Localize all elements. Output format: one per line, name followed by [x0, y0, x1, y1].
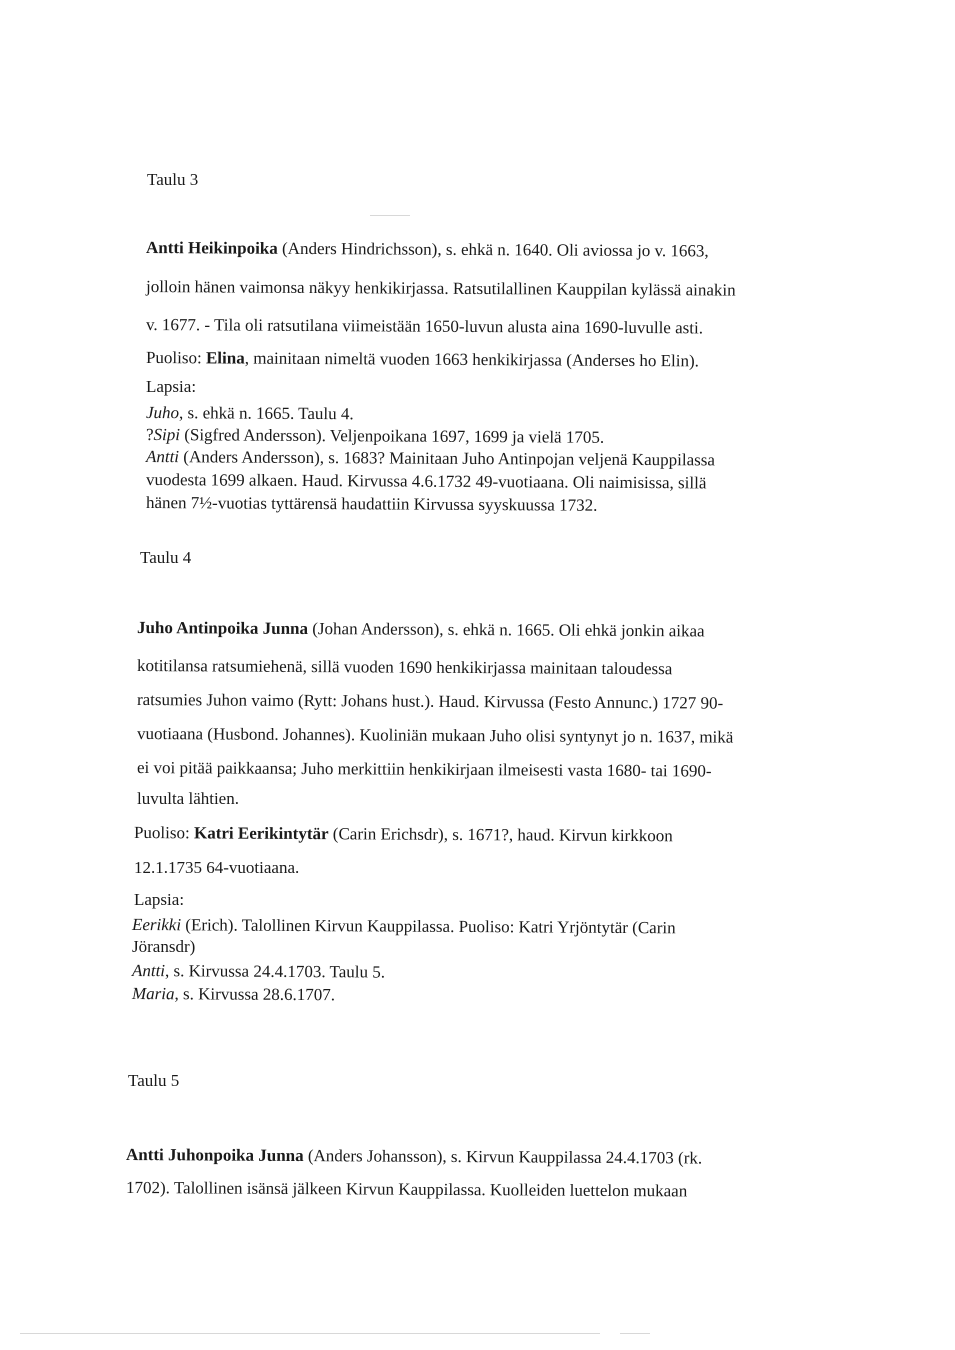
text: , s. Kirvussa 28.6.1707. — [174, 984, 336, 1005]
taulu-4-child-2 — [132, 961, 385, 983]
text: (Anders Johansson), s. Kirvun Kauppilassa 24.4.1703 (rk. — [303, 1146, 703, 1168]
taulu-5-main-line-2: 1702). Talollinen isänsä jälkeen Kirvun Kauppilassa. Kuolleiden luettelon mukaan — [125, 1178, 688, 1201]
taulu-4-spouse-line-1 — [134, 823, 673, 846]
child-name: Juho — [145, 403, 180, 423]
taulu-4-main-line-6: luvulta lähtien. — [137, 789, 239, 808]
text: (Anders Andersson), s. 1683? Mainitaan Juho Antinpojan veljenä Kauppilassa — [179, 447, 715, 470]
taulu-4-main-line-3: ratsumies Juhon vaimo (Rytt: Johans hust.). Haud. Kirvussa (Festo Annunc.) 1727 90- — [136, 690, 724, 713]
taulu-3-child-3-line-3: hänen 7½-vuotias tyttärensä haudattiin Kirvussa syyskuussa 1732. — [145, 493, 598, 515]
text: (Johan Andersson), s. ehkä n. 1665. Oli ehkä jonkin aikaa — [307, 619, 705, 641]
taulu-4-child-1-line-1 — [132, 915, 676, 938]
uncertain-marker: ? — [145, 425, 154, 445]
person-name: Juho Antinpoika Junna — [136, 618, 309, 639]
spouse-name: Elina — [205, 348, 245, 368]
person-name: Antti Juhonpoika Junna — [125, 1145, 304, 1166]
taulu-4-children-label: Lapsia: — [134, 890, 185, 909]
taulu-3-main-line-1 — [146, 238, 709, 261]
text: , mainitaan nimeltä vuoden 1663 henkikirjassa (Anderses ho Elin). — [244, 348, 699, 371]
taulu-3-main-line-3: v. 1677. - Tila oli ratsutilana viimeistään 1650-luvun alusta aina 1690-luvulle asti. — [145, 315, 704, 338]
taulu-4-child-3 — [132, 984, 335, 1005]
spouse-label: Puoliso: — [145, 348, 207, 368]
taulu-4-main-line-2: kotitilansa ratsumiehenä, sillä vuoden 1690 henkikirjassa mainitaan taloudessa — [136, 656, 673, 679]
spouse-label: Puoliso: — [133, 823, 195, 843]
person-name: Antti Heikinpoika — [145, 238, 278, 258]
taulu-3-children-label: Lapsia: — [146, 377, 197, 396]
text: , s. Kirvussa 24.4.1703. Taulu 5. — [165, 961, 386, 982]
taulu-4-heading: Taulu 4 — [140, 548, 192, 567]
taulu-3-spouse — [146, 348, 699, 371]
text: , s. ehkä n. 1665. Taulu 4. — [178, 403, 354, 424]
taulu-5-heading: Taulu 5 — [128, 1071, 180, 1090]
scan-artifact — [620, 1333, 650, 1334]
taulu-4-main-line-4: vuotiaana (Husbond. Johannes). Kuoliniän mukaan Juho olisi syntynyt jo n. 1637, mikä — [136, 724, 734, 747]
taulu-4-main-line-1 — [137, 618, 705, 641]
scan-artifact — [370, 215, 410, 216]
child-name: Antti — [131, 961, 166, 981]
spouse-name: Katri Eerikintytär — [193, 823, 329, 844]
taulu-3-child-3-line-2: vuodesta 1699 alkaen. Haud. Kirvussa 4.6.1732 49-vuotiaana. Oli naimisissa, sillä — [145, 470, 707, 493]
child-name: Antti — [145, 447, 180, 467]
text: (Sigfred Andersson). Veljenpoikana 1697, 1699 ja vielä 1705. — [179, 425, 605, 447]
text: (Carin Erichsdr), s. 1671?, haud. Kirvun kirkkoon — [328, 824, 673, 846]
taulu-4-child-1-line-2: Jöransdr) — [132, 937, 196, 956]
child-name: Sipi — [153, 425, 181, 445]
text: (Anders Hindrichsson), s. ehkä n. 1640. Oli aviossa jo v. 1663, — [277, 238, 709, 261]
taulu-3-main-line-2: jolloin hänen vaimonsa näkyy henkikirjassa. Ratsutilallinen Kauppilan kylässä ainakin — [145, 277, 736, 300]
child-name: Eerikki — [131, 915, 182, 935]
taulu-4-main-line-5: ei voi pitää paikkaansa; Juho merkittiin henkikirjaan ilmeisesti vasta 1680- tai 1690- — [136, 758, 712, 781]
taulu-3-child-1 — [146, 403, 354, 424]
taulu-4-spouse-line-2: 12.1.1735 64-vuotiaana. — [134, 858, 300, 877]
child-name: Maria — [131, 984, 175, 1004]
taulu-3-child-3-line-1 — [146, 447, 715, 470]
scan-artifact — [20, 1333, 600, 1334]
taulu-5-main-line-1 — [126, 1145, 702, 1169]
text: (Erich). Talollinen Kirvun Kauppilassa. Puoliso: Katri Yrjöntytär (Carin — [181, 915, 676, 938]
taulu-3-heading: Taulu 3 — [147, 170, 199, 189]
taulu-3-child-2 — [146, 425, 604, 448]
